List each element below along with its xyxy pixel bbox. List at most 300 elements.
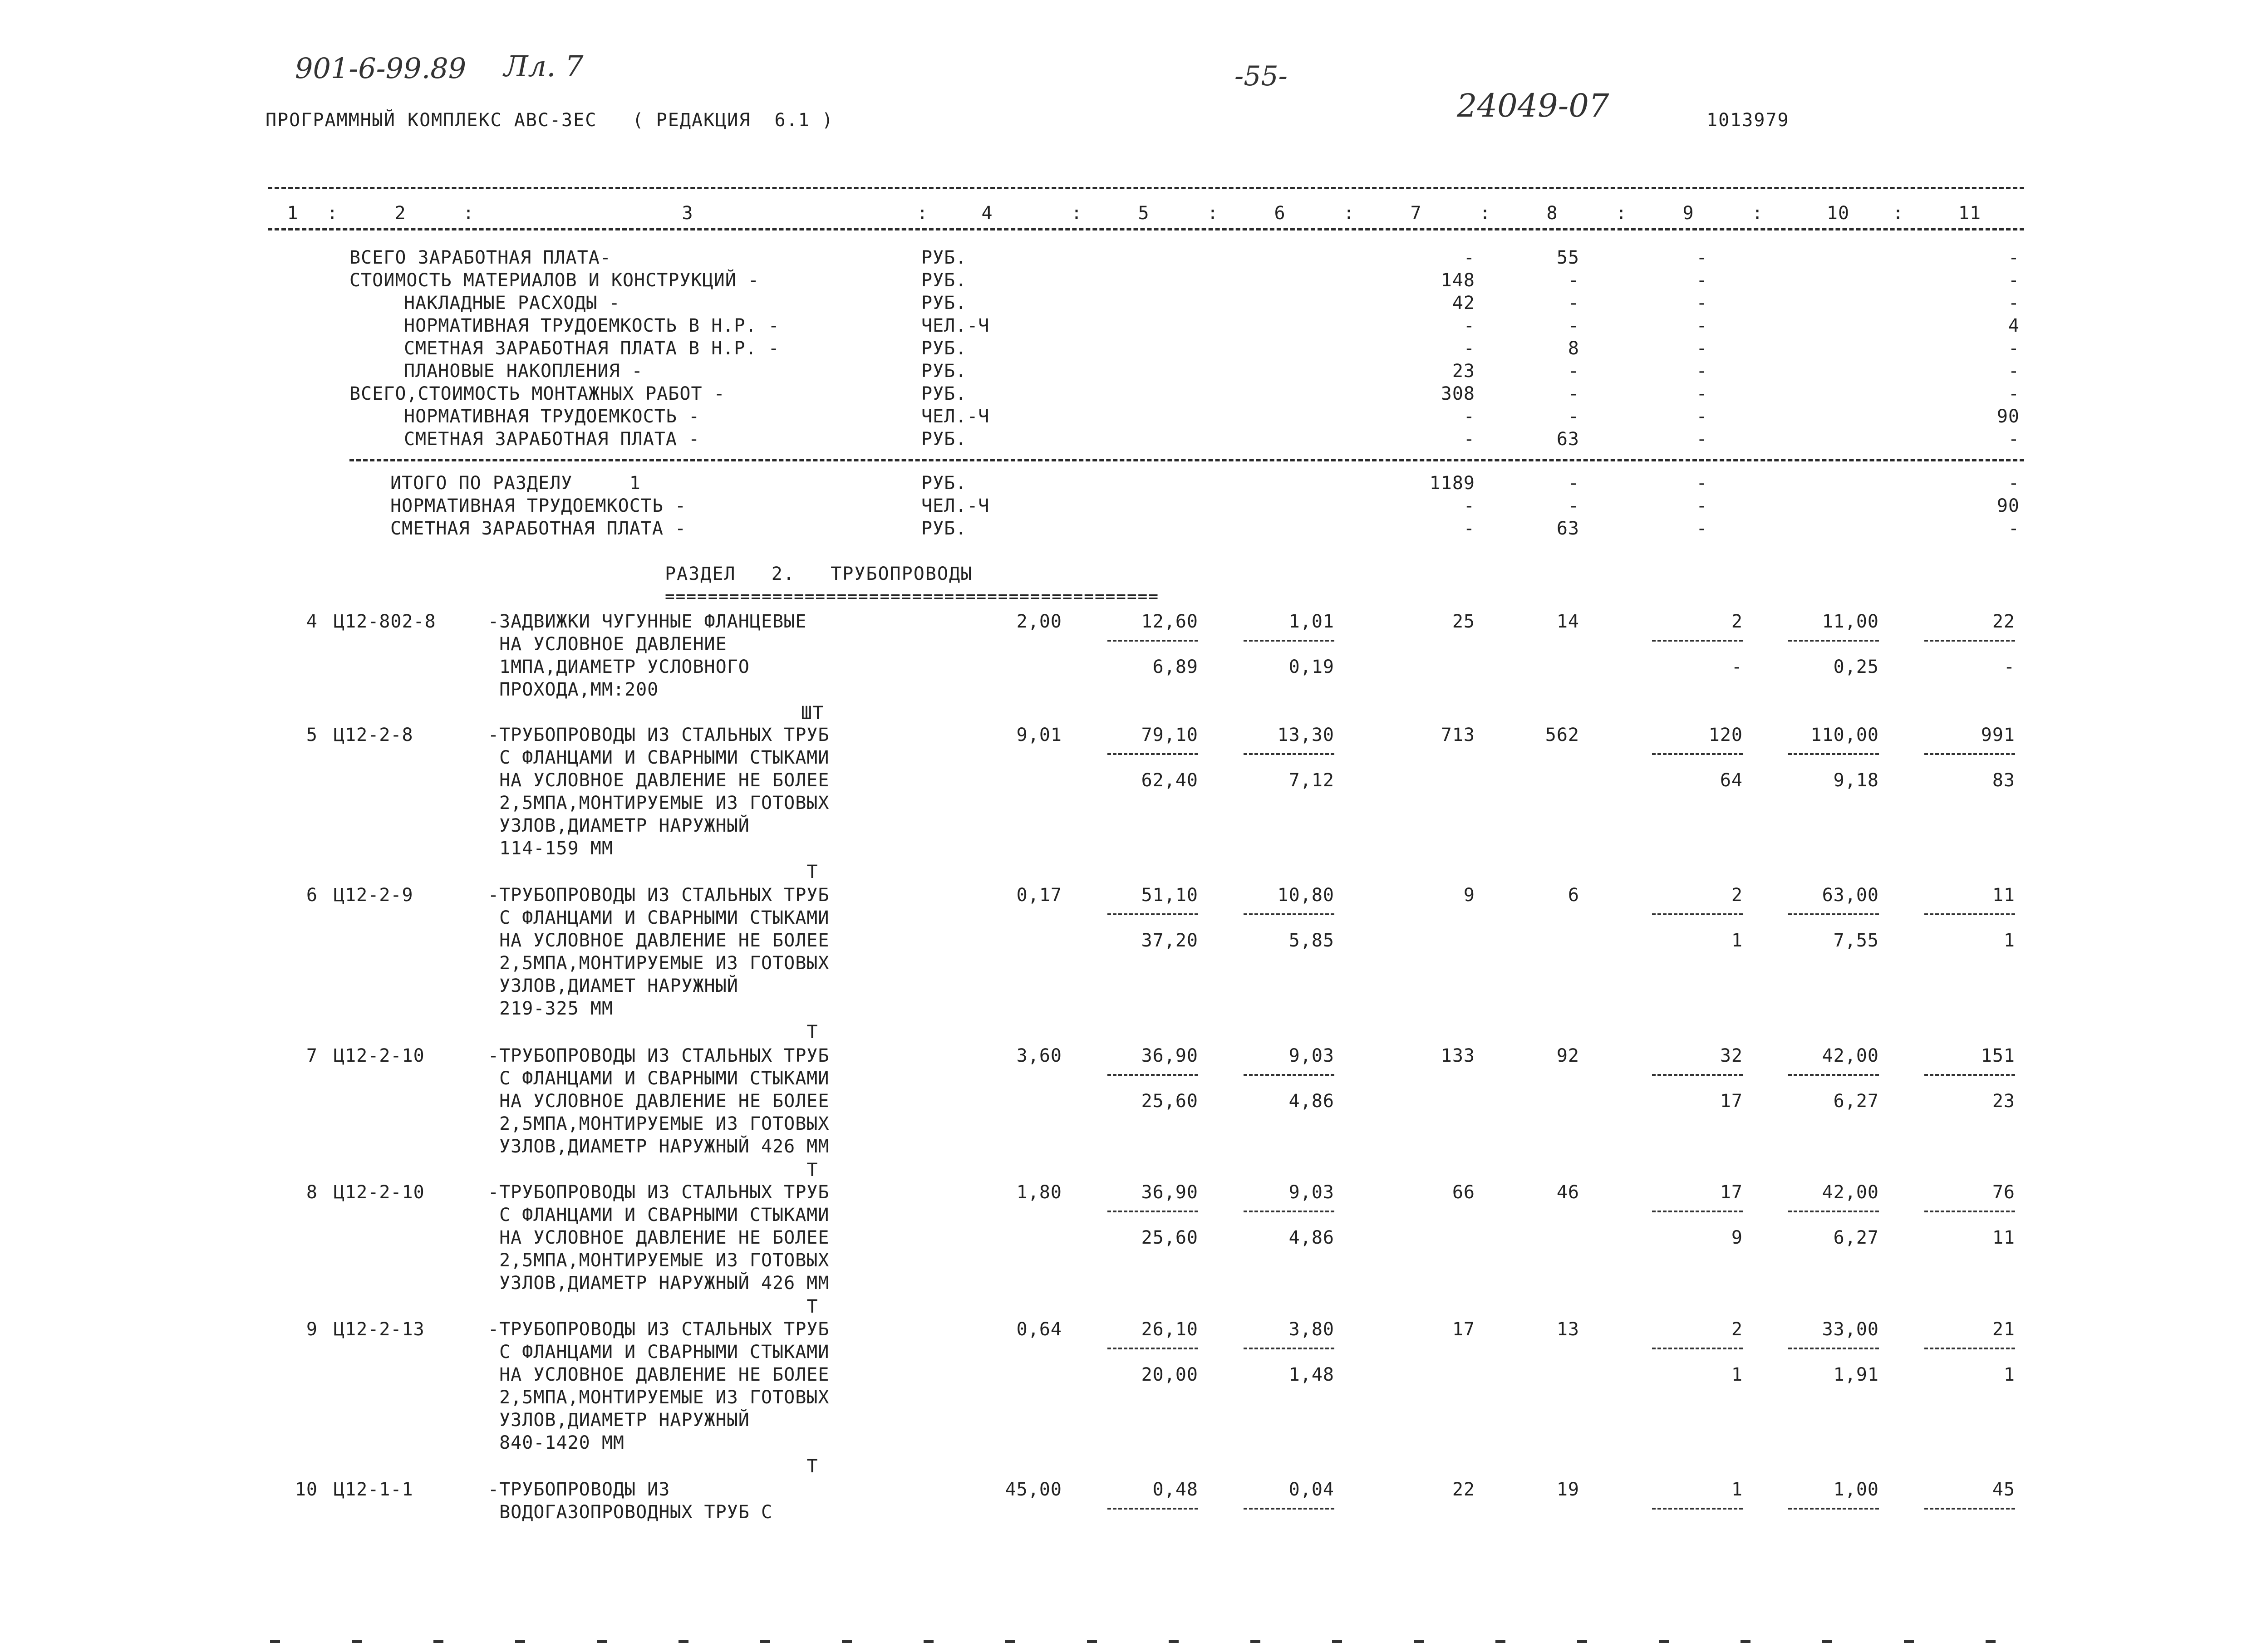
item-unit: Т bbox=[806, 862, 818, 882]
item-unit-cost: 51,10 bbox=[1141, 885, 1198, 906]
item-description-line: ПРОХОДА,ММ:200 bbox=[488, 679, 659, 700]
column-header-8: 8 bbox=[1546, 203, 1558, 224]
item-total-cost: 133 bbox=[1441, 1045, 1475, 1066]
column-separator: : bbox=[463, 203, 475, 224]
summary-label: ПЛАНОВЫЕ НАКОПЛЕНИЯ - bbox=[404, 361, 643, 382]
item-labor-unit: 42,00 bbox=[1822, 1045, 1879, 1066]
column-header-2: 2 bbox=[394, 203, 406, 224]
item-labor-machine-unit: 6,27 bbox=[1833, 1227, 1879, 1248]
section-underline: ============================================== bbox=[665, 587, 1159, 606]
summary-col7: - bbox=[1463, 315, 1475, 336]
summary-col9: - bbox=[1696, 495, 1708, 516]
item-description-line: НА УСЛОВНОЕ ДАВЛЕНИЕ НЕ БОЛЕЕ bbox=[488, 930, 830, 951]
item-unit-cost: 36,90 bbox=[1141, 1045, 1198, 1066]
summary-col8: 63 bbox=[1556, 518, 1579, 539]
item-total-wage: 46 bbox=[1556, 1182, 1579, 1203]
item-quantity: 45,00 bbox=[1005, 1479, 1062, 1500]
summary-unit: ЧЕЛ.-Ч bbox=[921, 315, 990, 336]
item-description-line: 2,5МПА,МОНТИРУЕМЫЕ ИЗ ГОТОВЫХ bbox=[488, 1250, 830, 1271]
bottom-dash-mark bbox=[1822, 1640, 1832, 1643]
item-labor-unit: 63,00 bbox=[1822, 885, 1879, 906]
summary-unit: ЧЕЛ.-Ч bbox=[921, 406, 990, 427]
summary-col9: - bbox=[1696, 473, 1708, 494]
item-unit-cost: 0,48 bbox=[1152, 1479, 1198, 1500]
summary-col11: - bbox=[2008, 338, 2020, 359]
bottom-dash-mark bbox=[760, 1640, 770, 1643]
item-total-wage: 6 bbox=[1568, 885, 1579, 906]
bottom-dash-mark bbox=[1495, 1640, 1505, 1643]
summary-col11: - bbox=[2008, 429, 2020, 450]
item-unit-wage-machine: 4,86 bbox=[1288, 1091, 1334, 1112]
subtotal-dash-rule bbox=[1244, 1508, 1334, 1510]
bottom-dash-mark bbox=[1414, 1640, 1424, 1643]
column-separator: : bbox=[917, 203, 929, 224]
program-header: ПРОГРАММНЫЙ КОМПЛЕКС АВС-3ЕС ( РЕДАКЦИЯ 6.1 ) bbox=[266, 110, 834, 131]
subtotal-dash-rule bbox=[1788, 640, 1879, 642]
item-code: Ц12-2-10 bbox=[334, 1182, 425, 1203]
inventory-number-handwritten: 24049-07 bbox=[1457, 87, 1609, 124]
summary-col11: - bbox=[2008, 361, 2020, 382]
item-labor-machine-unit: 6,27 bbox=[1833, 1091, 1879, 1112]
item-unit-wage-machine: 4,86 bbox=[1288, 1227, 1334, 1248]
item-description-line: 2,5МПА,МОНТИРУЕМЫЕ ИЗ ГОТОВЫХ bbox=[488, 1387, 830, 1408]
item-labor-total: 991 bbox=[1981, 725, 2015, 745]
item-description-line: 2,5МПА,МОНТИРУЕМЫЕ ИЗ ГОТОВЫХ bbox=[488, 953, 830, 974]
item-description-line: НА УСЛОВНОЕ ДАВЛЕНИЕ НЕ БОЛЕЕ bbox=[488, 1227, 830, 1248]
document-number: 1013979 bbox=[1706, 110, 1790, 131]
summary-unit: РУБ. bbox=[921, 473, 967, 494]
item-labor-machine-total: 83 bbox=[1992, 770, 2015, 791]
column-separator: : bbox=[1480, 203, 1491, 224]
item-code: Ц12-2-13 bbox=[334, 1319, 425, 1340]
item-labor-unit: 110,00 bbox=[1810, 725, 1879, 745]
item-labor-unit: 42,00 bbox=[1822, 1182, 1879, 1203]
summary-unit: РУБ. bbox=[921, 518, 967, 539]
summary-col11: - bbox=[2008, 383, 2020, 404]
subtotal-dash-rule bbox=[1244, 913, 1334, 915]
item-labor-total: 45 bbox=[1992, 1479, 2015, 1500]
item-machine-wage: - bbox=[1731, 657, 1743, 677]
subtotal-dash-rule bbox=[1244, 1074, 1334, 1076]
bottom-dash-mark bbox=[1986, 1640, 1996, 1643]
item-machine-wage: 17 bbox=[1720, 1091, 1743, 1112]
item-unit-cost: 36,90 bbox=[1141, 1182, 1198, 1203]
header-bottom-rule bbox=[268, 228, 2024, 230]
header-top-rule bbox=[268, 187, 2024, 189]
item-description-line: УЗЛОВ,ДИАМЕТР НАРУЖНЫЙ 426 ММ bbox=[488, 1136, 830, 1157]
subtotal-dash-rule bbox=[1652, 1348, 1743, 1349]
bottom-dash-mark bbox=[1904, 1640, 1914, 1643]
column-header-6: 6 bbox=[1274, 203, 1286, 224]
item-labor-machine-unit: 7,55 bbox=[1833, 930, 1879, 951]
subtotal-dash-rule bbox=[1924, 913, 2015, 915]
item-unit-wage-machine: 0,19 bbox=[1288, 657, 1334, 677]
summary-col7: - bbox=[1463, 495, 1475, 516]
item-number: 8 bbox=[306, 1182, 318, 1203]
item-description-line: -ТРУБОПРОВОДЫ ИЗ СТАЛЬНЫХ ТРУБ bbox=[488, 1319, 830, 1340]
item-machine-wage: 1 bbox=[1731, 930, 1743, 951]
subtotal-dash-rule bbox=[1924, 1348, 2015, 1349]
summary-label: ВСЕГО ЗАРАБОТНАЯ ПЛАТА- bbox=[349, 247, 611, 268]
column-header-9: 9 bbox=[1682, 203, 1694, 224]
item-description-line: УЗЛОВ,ДИАМЕТР НАРУЖНЫЙ bbox=[488, 815, 750, 836]
summary-col8: - bbox=[1568, 495, 1579, 516]
summary-label: НОРМАТИВНАЯ ТРУДОЕМКОСТЬ - bbox=[404, 406, 700, 427]
item-labor-unit: 33,00 bbox=[1822, 1319, 1879, 1340]
summary-col7: 148 bbox=[1441, 270, 1475, 291]
summary-col11: - bbox=[2008, 473, 2020, 494]
summary-label: НОРМАТИВНАЯ ТРУДОЕМКОСТЬ - bbox=[390, 495, 687, 516]
bottom-dash-mark bbox=[1332, 1640, 1342, 1643]
item-unit-wage: 0,04 bbox=[1288, 1479, 1334, 1500]
item-unit-wage: 3,80 bbox=[1288, 1319, 1334, 1340]
item-description-line: -ТРУБОПРОВОДЫ ИЗ bbox=[488, 1479, 670, 1500]
subtotal-dash-rule bbox=[1107, 1074, 1198, 1076]
bottom-dash-mark bbox=[270, 1640, 280, 1643]
item-description-line: С ФЛАНЦАМИ И СВАРНЫМИ СТЫКАМИ bbox=[488, 747, 830, 768]
item-labor-unit: 11,00 bbox=[1822, 611, 1879, 632]
summary-col11: - bbox=[2008, 270, 2020, 291]
item-number: 4 bbox=[306, 611, 318, 632]
item-total-cost: 9 bbox=[1463, 885, 1475, 906]
column-header-1: 1 bbox=[287, 203, 299, 224]
item-labor-machine-unit: 0,25 bbox=[1833, 657, 1879, 677]
sheet-number-handwritten: Лл. 7 bbox=[504, 50, 584, 83]
item-unit-wage: 9,03 bbox=[1288, 1182, 1334, 1203]
summary-col7: - bbox=[1463, 429, 1475, 450]
summary-col9: - bbox=[1696, 270, 1708, 291]
summary-unit: РУБ. bbox=[921, 361, 967, 382]
subtotal-dash-rule bbox=[1107, 1348, 1198, 1349]
summary-unit: РУБ. bbox=[921, 270, 967, 291]
subtotal-dash-rule bbox=[1788, 753, 1879, 755]
item-number: 7 bbox=[306, 1045, 318, 1066]
item-total-wage: 562 bbox=[1545, 725, 1579, 745]
item-number: 5 bbox=[306, 725, 318, 745]
summary-separator-rule bbox=[349, 459, 2024, 461]
summary-col8: - bbox=[1568, 361, 1579, 382]
item-labor-machine-total: 1 bbox=[2003, 1364, 2015, 1385]
item-unit: Т bbox=[806, 1022, 818, 1043]
column-separator: : bbox=[1893, 203, 1904, 224]
summary-col11: - bbox=[2008, 293, 2020, 314]
item-unit-cost-machine: 6,89 bbox=[1152, 657, 1198, 677]
subtotal-dash-rule bbox=[1652, 753, 1743, 755]
item-total-wage: 13 bbox=[1556, 1319, 1579, 1340]
item-machine-cost: 32 bbox=[1720, 1045, 1743, 1066]
item-unit: ШТ bbox=[801, 703, 824, 724]
item-description-line: НА УСЛОВНОЕ ДАВЛЕНИЕ НЕ БОЛЕЕ bbox=[488, 770, 830, 791]
item-description-line: С ФЛАНЦАМИ И СВАРНЫМИ СТЫКАМИ bbox=[488, 907, 830, 928]
bottom-dash-mark bbox=[1250, 1640, 1260, 1643]
item-unit-cost-machine: 20,00 bbox=[1141, 1364, 1198, 1385]
subtotal-dash-rule bbox=[1652, 913, 1743, 915]
item-number: 9 bbox=[306, 1319, 318, 1340]
page-number-handwritten: -55- bbox=[1234, 60, 1288, 92]
summary-label: НОРМАТИВНАЯ ТРУДОЕМКОСТЬ В Н.Р. - bbox=[404, 315, 780, 336]
item-description-line: -ТРУБОПРОВОДЫ ИЗ СТАЛЬНЫХ ТРУБ bbox=[488, 1045, 830, 1066]
item-unit: Т bbox=[806, 1296, 818, 1317]
summary-label: ИТОГО ПО РАЗДЕЛУ 1 bbox=[390, 473, 641, 494]
item-total-wage: 19 bbox=[1556, 1479, 1579, 1500]
item-total-cost: 25 bbox=[1452, 611, 1475, 632]
summary-col7: 42 bbox=[1452, 293, 1475, 314]
summary-col9: - bbox=[1696, 247, 1708, 268]
summary-col11: 4 bbox=[2008, 315, 2020, 336]
item-machine-cost: 120 bbox=[1708, 725, 1743, 745]
bottom-dash-mark bbox=[1577, 1640, 1587, 1643]
item-unit-wage-machine: 7,12 bbox=[1288, 770, 1334, 791]
summary-label: СМЕТНАЯ ЗАРАБОТНАЯ ПЛАТА - bbox=[390, 518, 687, 539]
item-unit-cost-machine: 25,60 bbox=[1141, 1227, 1198, 1248]
summary-col7: 308 bbox=[1441, 383, 1475, 404]
item-total-cost: 17 bbox=[1452, 1319, 1475, 1340]
item-quantity: 1,80 bbox=[1016, 1182, 1062, 1203]
column-header-10: 10 bbox=[1826, 203, 1850, 224]
subtotal-dash-rule bbox=[1788, 913, 1879, 915]
summary-col7: - bbox=[1463, 338, 1475, 359]
item-number: 6 bbox=[306, 885, 318, 906]
item-machine-cost: 2 bbox=[1731, 1319, 1743, 1340]
item-description-line: -ТРУБОПРОВОДЫ ИЗ СТАЛЬНЫХ ТРУБ bbox=[488, 1182, 830, 1203]
item-code: Ц12-2-8 bbox=[334, 725, 413, 745]
subtotal-dash-rule bbox=[1107, 913, 1198, 915]
item-description-line: 114-159 ММ bbox=[488, 838, 613, 859]
item-description-line: УЗЛОВ,ДИАМЕТ НАРУЖНЫЙ bbox=[488, 976, 738, 996]
subtotal-dash-rule bbox=[1788, 1348, 1879, 1349]
bottom-dash-mark bbox=[433, 1640, 443, 1643]
item-labor-total: 22 bbox=[1992, 611, 2015, 632]
item-labor-machine-unit: 9,18 bbox=[1833, 770, 1879, 791]
summary-unit: РУБ. bbox=[921, 247, 967, 268]
item-total-cost: 713 bbox=[1441, 725, 1475, 745]
item-description-line: УЗЛОВ,ДИАМЕТР НАРУЖНЫЙ 426 ММ bbox=[488, 1273, 830, 1294]
section-title: РАЗДЕЛ 2. ТРУБОПРОВОДЫ bbox=[665, 564, 973, 584]
summary-col8: 8 bbox=[1568, 338, 1579, 359]
summary-unit: РУБ. bbox=[921, 338, 967, 359]
item-code: Ц12-1-1 bbox=[334, 1479, 413, 1500]
item-labor-machine-total: 23 bbox=[1992, 1091, 2015, 1112]
summary-col11: 90 bbox=[1996, 495, 2020, 516]
item-total-wage: 14 bbox=[1556, 611, 1579, 632]
subtotal-dash-rule bbox=[1924, 1074, 2015, 1076]
item-labor-total: 151 bbox=[1981, 1045, 2015, 1066]
item-number: 10 bbox=[295, 1479, 318, 1500]
item-description-line: НА УСЛОВНОЕ ДАВЛЕНИЕ bbox=[488, 634, 727, 655]
item-machine-cost: 2 bbox=[1731, 885, 1743, 906]
item-unit-cost: 79,10 bbox=[1141, 725, 1198, 745]
bottom-dash-mark bbox=[1659, 1640, 1669, 1643]
item-description-line: НА УСЛОВНОЕ ДАВЛЕНИЕ НЕ БОЛЕЕ bbox=[488, 1364, 830, 1385]
item-machine-cost: 17 bbox=[1720, 1182, 1743, 1203]
summary-unit: РУБ. bbox=[921, 429, 967, 450]
item-description-line: -ТРУБОПРОВОДЫ ИЗ СТАЛЬНЫХ ТРУБ bbox=[488, 885, 830, 906]
item-quantity: 3,60 bbox=[1016, 1045, 1062, 1066]
subtotal-dash-rule bbox=[1788, 1074, 1879, 1076]
subtotal-dash-rule bbox=[1924, 640, 2015, 642]
item-quantity: 0,64 bbox=[1016, 1319, 1062, 1340]
summary-col9: - bbox=[1696, 338, 1708, 359]
item-unit-cost: 12,60 bbox=[1141, 611, 1198, 632]
subtotal-dash-rule bbox=[1244, 640, 1334, 642]
item-labor-machine-total: - bbox=[2003, 657, 2015, 677]
item-labor-total: 11 bbox=[1992, 885, 2015, 906]
subtotal-dash-rule bbox=[1244, 1211, 1334, 1212]
summary-col9: - bbox=[1696, 361, 1708, 382]
summary-label: СТОИМОСТЬ МАТЕРИАЛОВ И КОНСТРУКЦИЙ - bbox=[349, 270, 759, 291]
item-labor-total: 76 bbox=[1992, 1182, 2015, 1203]
item-unit-wage: 10,80 bbox=[1277, 885, 1334, 906]
summary-unit: РУБ. bbox=[921, 383, 967, 404]
bottom-dash-mark bbox=[924, 1640, 934, 1643]
item-unit-cost-machine: 62,40 bbox=[1141, 770, 1198, 791]
summary-col8: - bbox=[1568, 315, 1579, 336]
summary-col8: - bbox=[1568, 293, 1579, 314]
subtotal-dash-rule bbox=[1107, 1211, 1198, 1212]
item-unit-wage: 9,03 bbox=[1288, 1045, 1334, 1066]
item-description-line: 1МПА,ДИАМЕТР УСЛОВНОГО bbox=[488, 657, 750, 677]
column-header-7: 7 bbox=[1410, 203, 1422, 224]
column-separator: : bbox=[1752, 203, 1764, 224]
subtotal-dash-rule bbox=[1924, 753, 2015, 755]
item-total-cost: 66 bbox=[1452, 1182, 1475, 1203]
item-description-line: 219-325 ММ bbox=[488, 998, 613, 1019]
item-description-line: 840-1420 ММ bbox=[488, 1432, 624, 1453]
item-description-line: УЗЛОВ,ДИАМЕТР НАРУЖНЫЙ bbox=[488, 1410, 750, 1431]
item-labor-total: 21 bbox=[1992, 1319, 2015, 1340]
subtotal-dash-rule bbox=[1788, 1211, 1879, 1212]
column-header-5: 5 bbox=[1138, 203, 1150, 224]
summary-unit: ЧЕЛ.-Ч bbox=[921, 495, 990, 516]
item-machine-cost: 2 bbox=[1731, 611, 1743, 632]
item-machine-cost: 1 bbox=[1731, 1479, 1743, 1500]
column-separator: : bbox=[1071, 203, 1083, 224]
summary-col8: - bbox=[1568, 270, 1579, 291]
summary-col7: - bbox=[1463, 247, 1475, 268]
subtotal-dash-rule bbox=[1924, 1508, 2015, 1510]
column-separator: : bbox=[1343, 203, 1355, 224]
item-code: Ц12-2-10 bbox=[334, 1045, 425, 1066]
item-unit-cost-machine: 25,60 bbox=[1141, 1091, 1198, 1112]
summary-col8: 63 bbox=[1556, 429, 1579, 450]
item-machine-wage: 1 bbox=[1731, 1364, 1743, 1385]
item-machine-wage: 64 bbox=[1720, 770, 1743, 791]
summary-label: СМЕТНАЯ ЗАРАБОТНАЯ ПЛАТА В Н.Р. - bbox=[404, 338, 780, 359]
summary-col8: 55 bbox=[1556, 247, 1579, 268]
summary-col9: - bbox=[1696, 406, 1708, 427]
subtotal-dash-rule bbox=[1107, 1508, 1198, 1510]
item-description-line: С ФЛАНЦАМИ И СВАРНЫМИ СТЫКАМИ bbox=[488, 1342, 830, 1363]
subtotal-dash-rule bbox=[1924, 1211, 2015, 1212]
column-header-11: 11 bbox=[1958, 203, 1982, 224]
summary-col7: 1189 bbox=[1429, 473, 1475, 494]
summary-label: ВСЕГО,СТОИМОСТЬ МОНТАЖНЫХ РАБОТ - bbox=[349, 383, 725, 404]
item-description-line: -ТРУБОПРОВОДЫ ИЗ СТАЛЬНЫХ ТРУБ bbox=[488, 725, 830, 745]
column-header-3: 3 bbox=[682, 203, 693, 224]
bottom-dash-mark bbox=[679, 1640, 688, 1643]
summary-col7: 23 bbox=[1452, 361, 1475, 382]
item-machine-wage: 9 bbox=[1731, 1227, 1743, 1248]
item-unit-wage-machine: 5,85 bbox=[1288, 930, 1334, 951]
bottom-dash-mark bbox=[1005, 1640, 1015, 1643]
subtotal-dash-rule bbox=[1107, 640, 1198, 642]
subtotal-dash-rule bbox=[1652, 640, 1743, 642]
subtotal-dash-rule bbox=[1788, 1508, 1879, 1510]
subtotal-dash-rule bbox=[1244, 1348, 1334, 1349]
item-quantity: 2,00 bbox=[1016, 611, 1062, 632]
subtotal-dash-rule bbox=[1652, 1211, 1743, 1212]
item-unit: Т bbox=[806, 1160, 818, 1181]
column-header-4: 4 bbox=[981, 203, 993, 224]
summary-unit: РУБ. bbox=[921, 293, 967, 314]
bottom-dash-mark bbox=[1741, 1640, 1750, 1643]
item-description-line: 2,5МПА,МОНТИРУЕМЫЕ ИЗ ГОТОВЫХ bbox=[488, 793, 830, 814]
summary-col7: - bbox=[1463, 406, 1475, 427]
item-unit-wage: 13,30 bbox=[1277, 725, 1334, 745]
subtotal-dash-rule bbox=[1244, 753, 1334, 755]
summary-col9: - bbox=[1696, 293, 1708, 314]
summary-col11: - bbox=[2008, 247, 2020, 268]
item-description-line: НА УСЛОВНОЕ ДАВЛЕНИЕ НЕ БОЛЕЕ bbox=[488, 1091, 830, 1112]
bottom-dash-mark bbox=[1169, 1640, 1179, 1643]
item-code: Ц12-802-8 bbox=[334, 611, 436, 632]
subtotal-dash-rule bbox=[1652, 1508, 1743, 1510]
item-total-cost: 22 bbox=[1452, 1479, 1475, 1500]
item-labor-machine-unit: 1,91 bbox=[1833, 1364, 1879, 1385]
summary-col9: - bbox=[1696, 518, 1708, 539]
item-description-line: 2,5МПА,МОНТИРУЕМЫЕ ИЗ ГОТОВЫХ bbox=[488, 1113, 830, 1134]
bottom-dash-mark bbox=[842, 1640, 852, 1643]
column-separator: : bbox=[1207, 203, 1219, 224]
column-separator: : bbox=[327, 203, 339, 224]
summary-col8: - bbox=[1568, 473, 1579, 494]
item-labor-machine-total: 11 bbox=[1992, 1227, 2015, 1248]
summary-col7: - bbox=[1463, 518, 1475, 539]
item-unit-wage-machine: 1,48 bbox=[1288, 1364, 1334, 1385]
doc-code-handwritten: 901-6-99.89 bbox=[295, 52, 467, 85]
summary-col8: - bbox=[1568, 383, 1579, 404]
summary-label: СМЕТНАЯ ЗАРАБОТНАЯ ПЛАТА - bbox=[404, 429, 700, 450]
bottom-dash-mark bbox=[597, 1640, 607, 1643]
summary-col11: - bbox=[2008, 518, 2020, 539]
summary-col9: - bbox=[1696, 383, 1708, 404]
item-unit-cost-machine: 37,20 bbox=[1141, 930, 1198, 951]
item-code: Ц12-2-9 bbox=[334, 885, 413, 906]
item-quantity: 9,01 bbox=[1016, 725, 1062, 745]
item-quantity: 0,17 bbox=[1016, 885, 1062, 906]
item-labor-machine-total: 1 bbox=[2003, 930, 2015, 951]
summary-col8: - bbox=[1568, 406, 1579, 427]
item-unit-cost: 26,10 bbox=[1141, 1319, 1198, 1340]
column-separator: : bbox=[1616, 203, 1628, 224]
summary-col11: 90 bbox=[1996, 406, 2020, 427]
bottom-dash-mark bbox=[352, 1640, 362, 1643]
item-unit: Т bbox=[806, 1456, 818, 1477]
subtotal-dash-rule bbox=[1107, 753, 1198, 755]
item-description-line: ВОДОГАЗОПРОВОДНЫХ ТРУБ С bbox=[488, 1502, 773, 1523]
summary-col9: - bbox=[1696, 315, 1708, 336]
bottom-dash-mark bbox=[515, 1640, 525, 1643]
item-labor-unit: 1,00 bbox=[1833, 1479, 1879, 1500]
summary-col9: - bbox=[1696, 429, 1708, 450]
item-total-wage: 92 bbox=[1556, 1045, 1579, 1066]
bottom-dash-mark bbox=[1087, 1640, 1097, 1643]
item-description-line: С ФЛАНЦАМИ И СВАРНЫМИ СТЫКАМИ bbox=[488, 1205, 830, 1226]
item-description-line: С ФЛАНЦАМИ И СВАРНЫМИ СТЫКАМИ bbox=[488, 1068, 830, 1089]
item-description-line: -ЗАДВИЖКИ ЧУГУННЫЕ ФЛАНЦЕВЫЕ bbox=[488, 611, 807, 632]
subtotal-dash-rule bbox=[1652, 1074, 1743, 1076]
item-unit-wage: 1,01 bbox=[1288, 611, 1334, 632]
